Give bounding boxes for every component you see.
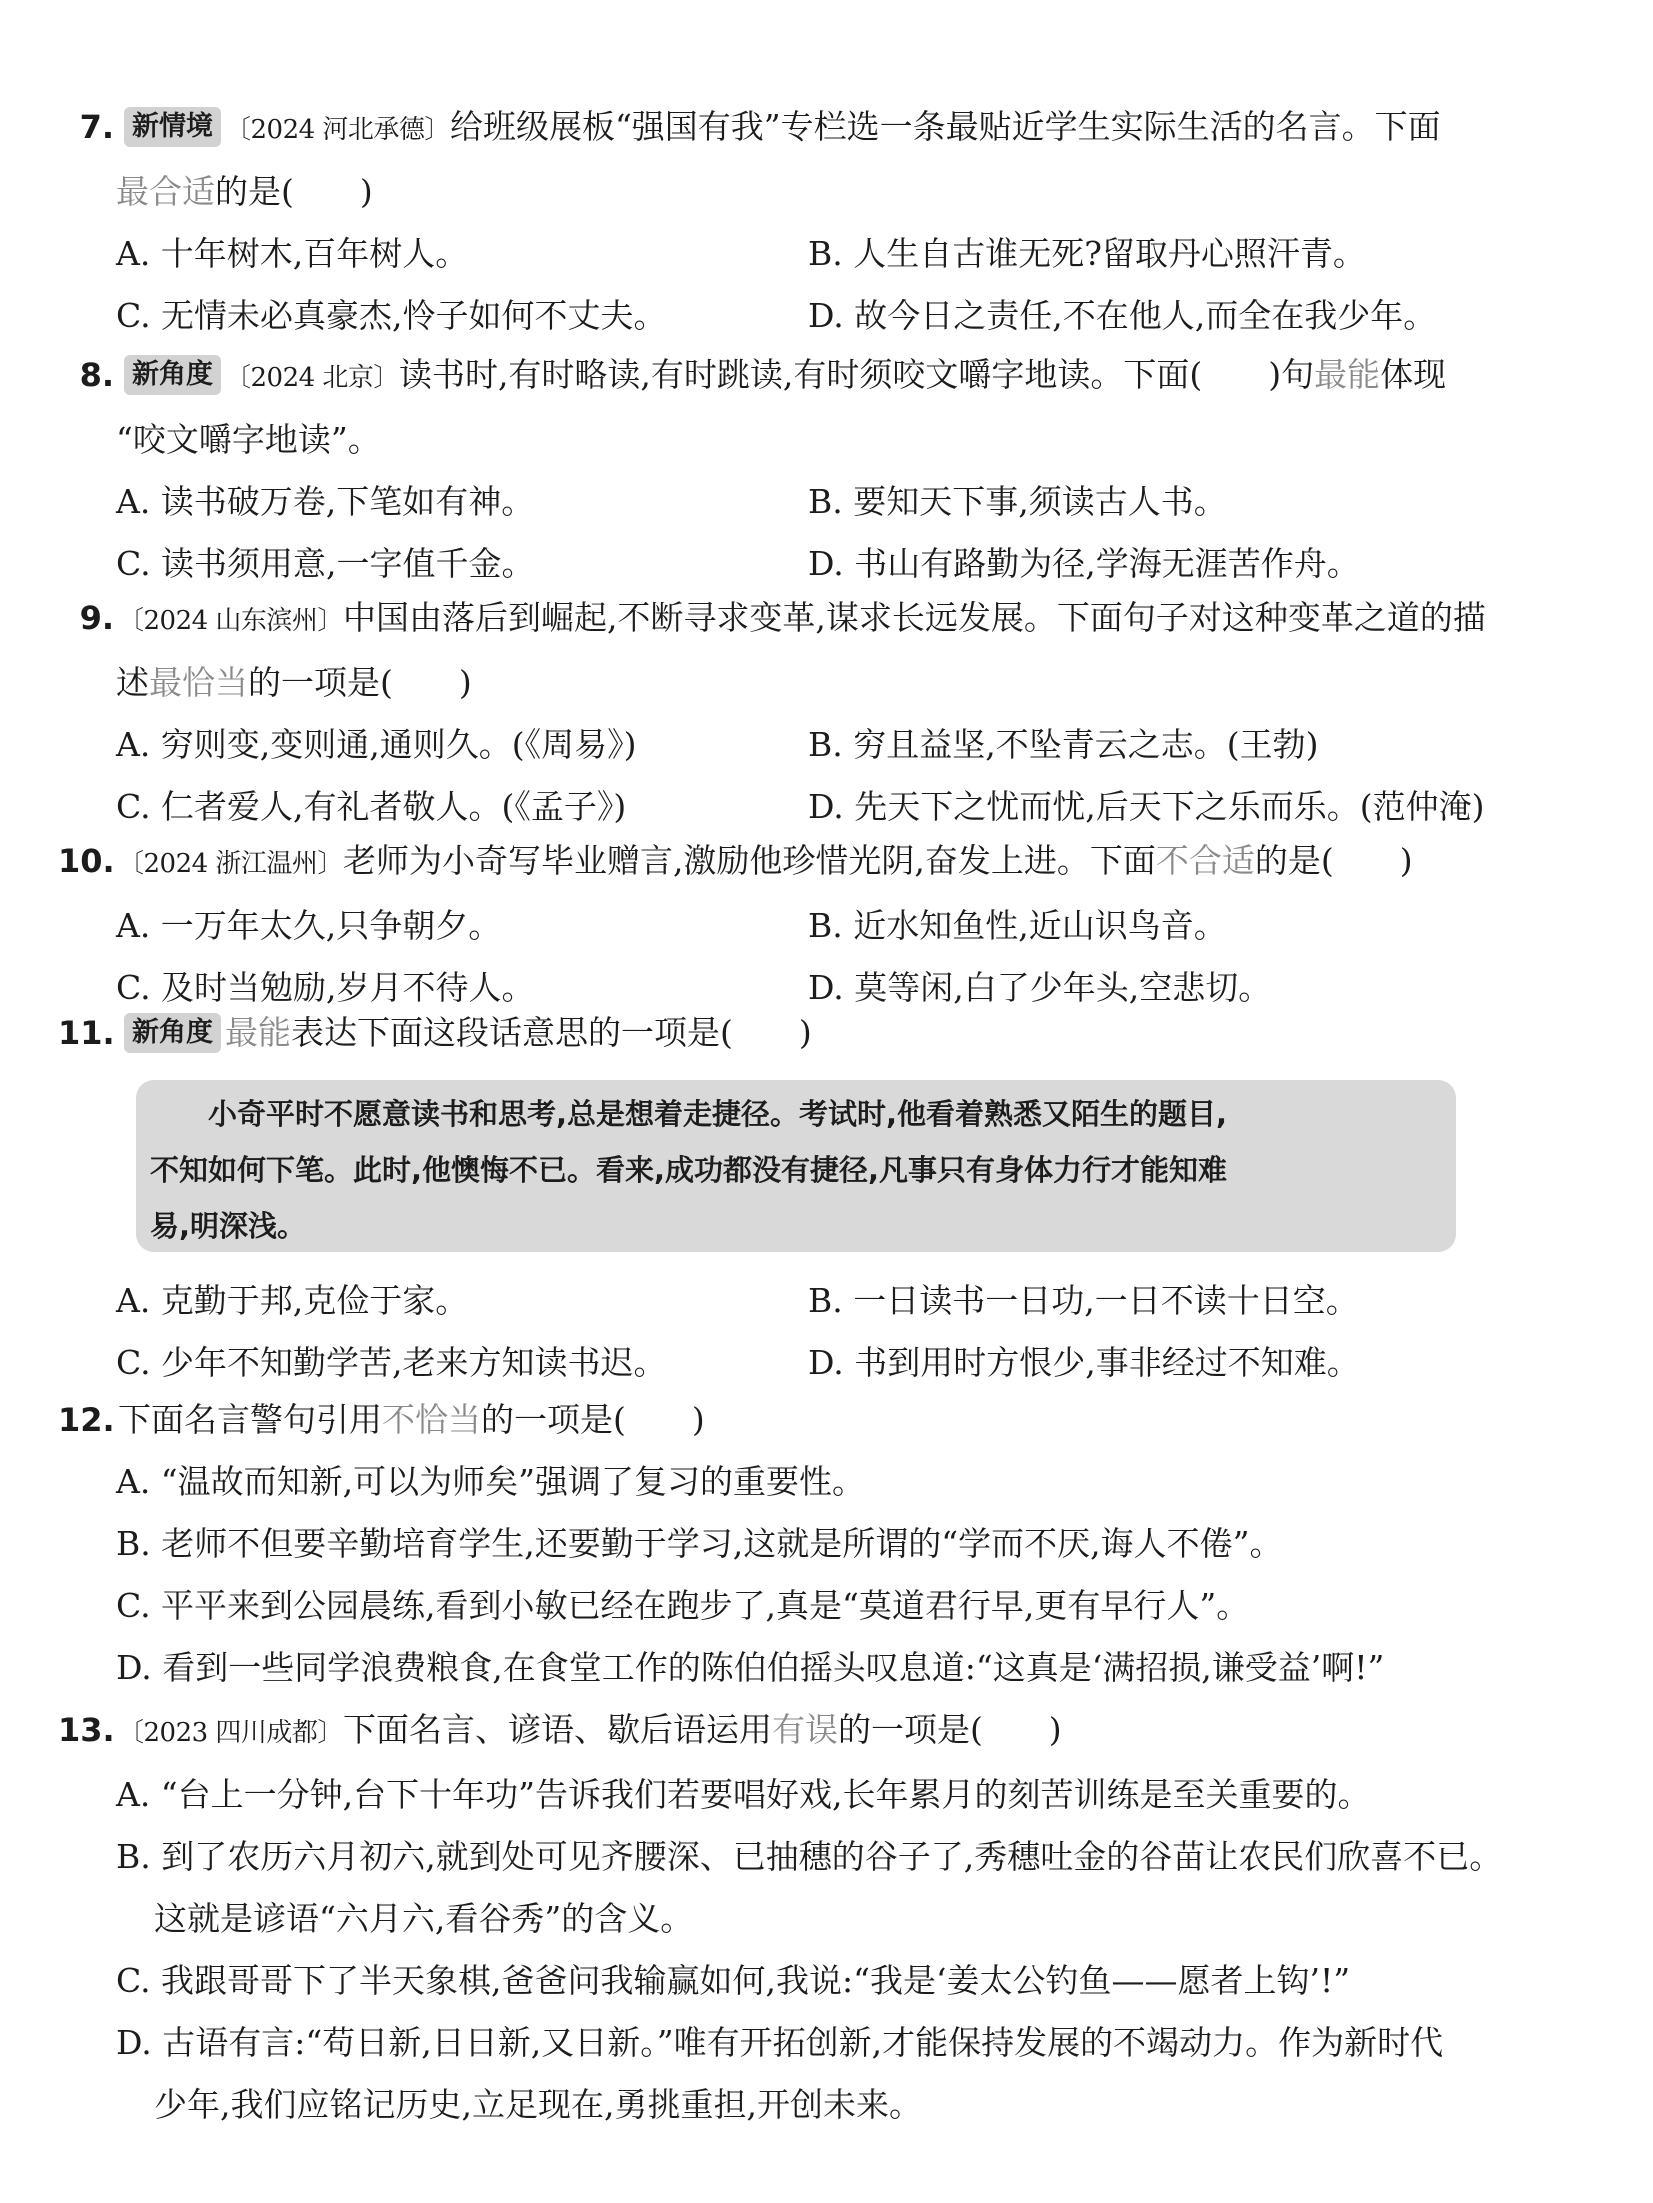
question-stem: 中国由落后到崛起,不断寻求变革,谋求长远发展。下面句子对这种变革之道的描 bbox=[342, 598, 1486, 637]
option-c: C. 我跟哥哥下了半天象棋,爸爸问我输赢如何,我说:“我是‘姜太公钓鱼——愿者上钩’!” bbox=[116, 1961, 1351, 2000]
option-c: C. 少年不知勤学苦,老来方知读书迟。 bbox=[116, 1343, 667, 1382]
option-d: D. 看到一些同学浪费粮食,在食堂工作的陈伯伯摇头叹息道:“这真是‘满招损,谦受益’啊!” bbox=[116, 1648, 1385, 1687]
option-b: B. 近水知鱼性,近山识鸟音。 bbox=[808, 906, 1227, 945]
question-source: 〔2024 山东滨州〕 bbox=[118, 606, 343, 636]
question-8 bbox=[58, 344, 1538, 595]
question-source: 〔2024 浙江温州〕 bbox=[118, 849, 343, 879]
option-b-continued: 这就是谚语“六月六,看谷秀”的含义。 bbox=[154, 1899, 694, 1938]
question-stem: 的是( ) bbox=[1254, 841, 1413, 880]
emphasis-text: 有误 bbox=[771, 1710, 838, 1749]
option-a: A. “温故而知新,可以为师矣”强调了复习的重要性。 bbox=[116, 1462, 866, 1501]
emphasis-text: 最恰当 bbox=[149, 663, 248, 702]
option-a: A. 十年树木,百年树人。 bbox=[116, 234, 469, 273]
emphasis-text: 最合适 bbox=[116, 172, 215, 211]
question-stem: 述 bbox=[116, 663, 149, 702]
question-11-options bbox=[58, 1270, 1538, 1394]
question-number: 13. bbox=[58, 1711, 115, 1749]
option-d: D. 书山有路勤为径,学海无涯苦作舟。 bbox=[808, 544, 1360, 583]
new-context-tag: 新情境 bbox=[124, 107, 221, 147]
option-c: C. 无情未必真豪杰,怜子如何不丈夫。 bbox=[116, 296, 667, 335]
question-number: 10. bbox=[58, 842, 115, 880]
new-angle-tag: 新角度 bbox=[124, 355, 221, 395]
emphasis-text: 不合适 bbox=[1155, 841, 1255, 880]
option-d: D. 书到用时方恨少,事非经过不知难。 bbox=[808, 1343, 1360, 1382]
option-c: C. 读书须用意,一字值千金。 bbox=[116, 544, 535, 583]
option-b: B. 人生自古谁无死?留取丹心照汗青。 bbox=[808, 234, 1366, 273]
question-13 bbox=[58, 1699, 1538, 2136]
question-stem: 体现 bbox=[1380, 355, 1447, 394]
question-stem: 给班级展板“强国有我”专栏选一条最贴近学生实际生活的名言。下面 bbox=[449, 107, 1441, 146]
question-number: 7. bbox=[79, 108, 114, 146]
question-stem: 下面名言、谚语、歇后语运用 bbox=[342, 1710, 772, 1749]
question-stem: 表达下面这段话意思的一项是( ) bbox=[291, 1013, 812, 1052]
question-stem: “咬文嚼字地读”。 bbox=[116, 420, 381, 459]
option-a: A. 穷则变,变则通,通则久。(《周易》) bbox=[116, 725, 637, 764]
question-stem: 的一项是( ) bbox=[248, 663, 472, 702]
option-a: A. 读书破万卷,下笔如有神。 bbox=[116, 482, 535, 521]
option-c: C. 平平来到公园晨练,看到小敏已经在跑步了,真是“莫道君行早,更有早行人”。 bbox=[116, 1586, 1250, 1625]
option-d-continued: 少年,我们应铭记历史,立足现在,勇挑重担,开创未来。 bbox=[154, 2085, 922, 2124]
option-d: D. 先天下之忧而忧,后天下之乐而乐。(范仲淹) bbox=[808, 787, 1485, 826]
passage-line: 小奇平时不愿意读书和思考,总是想着走捷径。考试时,他看着熟悉又陌生的题目, bbox=[150, 1097, 1228, 1131]
question-source: 〔2024 北京〕 bbox=[225, 363, 399, 393]
question-source: 〔2023 四川成都〕 bbox=[118, 1718, 343, 1748]
option-b: B. 要知天下事,须读古人书。 bbox=[808, 482, 1227, 521]
emphasis-text: 最能 bbox=[225, 1013, 291, 1052]
question-10 bbox=[58, 830, 1538, 1019]
option-a: A. “台上一分钟,台下十年功”告诉我们若要唱好戏,长年累月的刻苦训练是至关重要的。 bbox=[116, 1775, 1371, 1814]
option-c: C. 及时当勉励,岁月不待人。 bbox=[116, 968, 535, 1007]
option-b: B. 到了农历六月初六,就到处可见齐腰深、已抽穗的谷子了,秀穗吐金的谷苗让农民们欣喜不已。 bbox=[116, 1837, 1503, 1876]
question-number: 8. bbox=[79, 356, 114, 394]
option-b: B. 老师不但要辛勤培育学生,还要勤于学习,这就是所谓的“学而不厌,诲人不倦”。 bbox=[116, 1524, 1283, 1563]
option-b: B. 一日读书一日功,一日不读十日空。 bbox=[808, 1281, 1359, 1320]
emphasis-text: 不恰当 bbox=[382, 1400, 481, 1439]
question-11 bbox=[58, 1002, 1538, 1064]
question-stem: 的一项是( ) bbox=[837, 1710, 1062, 1749]
passage-line: 不知如何下笔。此时,他懊悔不已。看来,成功都没有捷径,凡事只有身体力行才能知难 bbox=[150, 1153, 1228, 1187]
question-stem: 读书时,有时略读,有时跳读,有时须咬文嚼字地读。下面( )句 bbox=[398, 355, 1315, 394]
question-stem: 老师为小奇写毕业赠言,激励他珍惜光阴,奋发上进。下面 bbox=[342, 841, 1156, 880]
question-9 bbox=[58, 587, 1538, 838]
question-stem: 下面名言警句引用 bbox=[118, 1400, 382, 1439]
option-d: D. 古语有言:“苟日新,日日新,又日新。”唯有开拓创新,才能保持发展的不竭动力。作为新时代 bbox=[116, 2023, 1444, 2062]
option-d: D. 莫等闲,白了少年头,空悲切。 bbox=[808, 968, 1272, 1007]
new-angle-tag: 新角度 bbox=[124, 1013, 221, 1053]
question-stem: 的一项是( ) bbox=[481, 1400, 705, 1439]
option-b: B. 穷且益坚,不坠青云之志。(王勃) bbox=[808, 725, 1319, 764]
reading-passage-box bbox=[136, 1080, 1456, 1252]
question-number: 9. bbox=[79, 599, 114, 637]
option-a: A. 克勤于邦,克俭于家。 bbox=[116, 1281, 469, 1320]
option-c: C. 仁者爱人,有礼者敬人。(《孟子》) bbox=[116, 787, 627, 826]
question-source: 〔2024 河北承德〕 bbox=[225, 115, 450, 145]
question-7 bbox=[58, 96, 1538, 347]
question-stem: 的是( ) bbox=[215, 172, 373, 211]
question-number: 11. bbox=[58, 1014, 115, 1052]
option-d: D. 故今日之责任,不在他人,而全在我少年。 bbox=[808, 296, 1437, 335]
option-a: A. 一万年太久,只争朝夕。 bbox=[116, 906, 502, 945]
question-12 bbox=[58, 1389, 1538, 1699]
question-number: 12. bbox=[58, 1401, 115, 1439]
emphasis-text: 最能 bbox=[1314, 355, 1381, 394]
passage-line: 易,明深浅。 bbox=[150, 1209, 307, 1243]
